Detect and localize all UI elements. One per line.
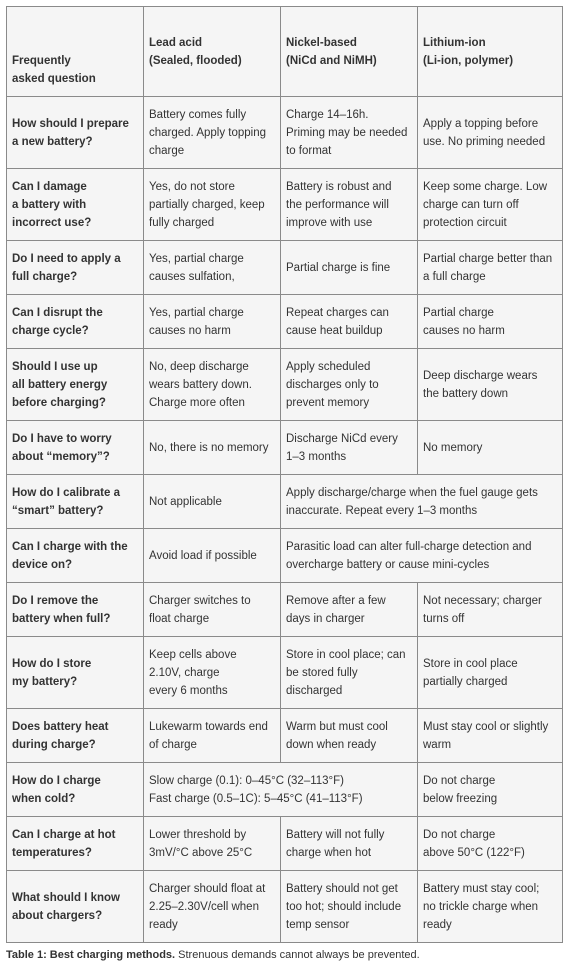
answer-cell <box>281 583 418 637</box>
question-line: my battery? <box>12 675 78 688</box>
answer-line: the performance will <box>286 198 389 211</box>
answer-line: ready <box>149 918 178 931</box>
question-line: device on? <box>12 558 73 571</box>
question-cell <box>7 421 144 475</box>
header-line: Lithium-ion <box>423 37 486 49</box>
answer-line: 1–3 months <box>286 450 347 463</box>
answer-cell <box>144 97 281 169</box>
answer-cell <box>144 871 281 943</box>
caption-label: Table 1: Best charging methods. <box>6 949 176 961</box>
answer-line: Do not charge <box>423 828 496 841</box>
answer-line: Apply a topping before <box>423 117 539 130</box>
answer-cell <box>418 295 563 349</box>
answer-line: Charger switches to <box>149 594 251 607</box>
question-line: How should I prepare <box>12 117 129 130</box>
header-lead-acid <box>144 7 281 97</box>
answer-line: down when ready <box>286 738 377 751</box>
answer-line: 2.10V, charge <box>149 666 220 679</box>
question-line: Do I remove the <box>12 594 99 607</box>
answer-line: Slow charge (0.1): 0–45°C (32–113°F) <box>149 774 345 787</box>
answer-line: Partial charge is fine <box>286 261 391 274</box>
answer-line: Apply scheduled <box>286 360 371 373</box>
question-line: a battery with <box>12 198 87 211</box>
document <box>6 6 563 943</box>
answer-cell <box>418 97 563 169</box>
question-cell <box>7 763 144 817</box>
answer-line: Battery is robust and <box>286 180 392 193</box>
answer-line: Parasitic load can alter full-charge detection and <box>286 540 532 553</box>
table-caption <box>6 948 420 962</box>
question-cell <box>7 709 144 763</box>
answer-line: Keep cells above <box>149 648 237 661</box>
answer-line: no trickle charge when <box>423 900 539 913</box>
answer-line: partially charged, keep <box>149 198 265 211</box>
answer-line: No memory <box>423 441 483 454</box>
answer-line: Apply discharge/charge when the fuel gauge gets <box>286 486 538 499</box>
answer-cell <box>281 295 418 349</box>
answer-line: Partial charge <box>423 306 494 319</box>
answer-line: every 6 months <box>149 684 228 697</box>
question-cell <box>7 871 144 943</box>
answer-line: ready <box>423 918 452 931</box>
answer-line: Charge 14–16h. <box>286 108 369 121</box>
answer-line: Priming may be needed <box>286 126 408 139</box>
table-row <box>7 97 563 169</box>
answer-cell <box>418 637 563 709</box>
answer-line: turns off <box>423 612 465 625</box>
answer-line: causes no harm <box>149 324 231 337</box>
answer-line: Remove after a few <box>286 594 386 607</box>
table-row <box>7 169 563 241</box>
answer-line: partially charged <box>423 675 508 688</box>
answer-line: Lower threshold by <box>149 828 247 841</box>
answer-line: Not applicable <box>149 495 222 508</box>
header-line: Nickel-based <box>286 37 357 49</box>
answer-line: Partial charge better than <box>423 252 553 265</box>
table-row <box>7 241 563 295</box>
answer-line: discharged <box>286 684 343 697</box>
header-lithium-ion <box>418 7 563 97</box>
header-line: (Li-ion, polymer) <box>423 55 514 67</box>
question-line: when cold? <box>12 792 76 805</box>
table-row <box>7 529 563 583</box>
answer-line: Warm but must cool <box>286 720 388 733</box>
answer-line: Yes, partial charge <box>149 306 244 319</box>
header-line: asked question <box>12 73 96 85</box>
table-row <box>7 763 563 817</box>
answer-line: Not necessary; charger <box>423 594 542 607</box>
question-line: “smart” battery? <box>12 504 104 517</box>
answer-line: Store in cool place; can <box>286 648 406 661</box>
answer-line: charge can turn off <box>423 198 519 211</box>
table-row <box>7 817 563 871</box>
answer-line: Charger should float at <box>149 882 266 895</box>
answer-cell <box>144 295 281 349</box>
answer-line: the battery down <box>423 387 509 400</box>
answer-line: Yes, do not store <box>149 180 235 193</box>
question-line: Can I charge at hot <box>12 828 116 841</box>
answer-line: discharges only to <box>286 378 379 391</box>
question-line: Can I disrupt the <box>12 306 103 319</box>
answer-line: No, there is no memory <box>149 441 269 454</box>
header-question <box>7 7 144 97</box>
question-line: during charge? <box>12 738 96 751</box>
answer-line: Store in cool place <box>423 657 518 670</box>
answer-line: causes no harm <box>423 324 505 337</box>
answer-line: No, deep discharge <box>149 360 249 373</box>
answer-line: prevent memory <box>286 396 370 409</box>
answer-line: Keep some charge. Low <box>423 180 548 193</box>
answer-cell <box>144 763 418 817</box>
answer-line: of charge <box>149 738 197 751</box>
answer-line: cause heat buildup <box>286 324 383 337</box>
answer-line: float charge <box>149 612 210 625</box>
charging-methods-table <box>6 6 563 943</box>
table-row <box>7 637 563 709</box>
answer-cell <box>281 97 418 169</box>
question-cell <box>7 475 144 529</box>
answer-line: Do not charge <box>423 774 496 787</box>
question-line: before charging? <box>12 396 106 409</box>
header-nickel-based <box>281 7 418 97</box>
answer-line: charged. Apply topping <box>149 126 267 139</box>
header-line: (Sealed, flooded) <box>149 55 242 67</box>
answer-line: improve with use <box>286 216 373 229</box>
table-row <box>7 871 563 943</box>
answer-line: Battery will not fully <box>286 828 385 841</box>
question-cell <box>7 583 144 637</box>
table-row <box>7 475 563 529</box>
answer-line: temp sensor <box>286 918 350 931</box>
answer-line: to format <box>286 144 332 157</box>
answer-cell <box>281 871 418 943</box>
answer-line: protection circuit <box>423 216 507 229</box>
answer-cell <box>418 709 563 763</box>
answer-cell <box>418 349 563 421</box>
question-line: temperatures? <box>12 846 92 859</box>
question-line: What should I know <box>12 891 120 904</box>
answer-line: Battery must stay cool; <box>423 882 540 895</box>
answer-line: Repeat charges can <box>286 306 389 319</box>
question-line: about “memory”? <box>12 450 110 463</box>
header-line: (NiCd and NiMH) <box>286 55 377 67</box>
answer-line: warm <box>423 738 452 751</box>
answer-cell <box>144 421 281 475</box>
answer-line: Battery comes fully <box>149 108 247 121</box>
answer-cell <box>144 529 281 583</box>
question-line: Does battery heat <box>12 720 109 733</box>
table-row <box>7 349 563 421</box>
header-line: Lead acid <box>149 37 203 49</box>
answer-cell <box>418 169 563 241</box>
answer-line: inaccurate. Repeat every 1–3 months <box>286 504 478 517</box>
question-line: about chargers? <box>12 909 103 922</box>
answer-line: too hot; should include <box>286 900 402 913</box>
answer-cell <box>418 763 563 817</box>
question-line: a new battery? <box>12 135 93 148</box>
table-row <box>7 421 563 475</box>
answer-cell <box>144 349 281 421</box>
question-cell <box>7 295 144 349</box>
question-line: Do I need to apply a <box>12 252 121 265</box>
answer-line: Lukewarm towards end <box>149 720 268 733</box>
answer-line: Yes, partial charge <box>149 252 244 265</box>
answer-cell <box>281 241 418 295</box>
answer-cell <box>418 817 563 871</box>
answer-line: a full charge <box>423 270 486 283</box>
answer-line: days in charger <box>286 612 365 625</box>
answer-line: Fast charge (0.5–1C): 5–45°C (41–113°F) <box>149 792 363 805</box>
question-line: charge cycle? <box>12 324 89 337</box>
answer-cell <box>144 817 281 871</box>
answer-line: Must stay cool or slightly <box>423 720 549 733</box>
answer-cell <box>281 421 418 475</box>
answer-cell <box>144 709 281 763</box>
answer-cell <box>144 475 281 529</box>
answer-cell <box>281 349 418 421</box>
answer-line: Charge more often <box>149 396 245 409</box>
answer-cell <box>281 169 418 241</box>
caption-text: Strenuous demands cannot always be prevented. <box>175 949 420 961</box>
question-cell <box>7 529 144 583</box>
question-line: full charge? <box>12 270 78 283</box>
question-line: How do I charge <box>12 774 101 787</box>
table-row <box>7 583 563 637</box>
answer-line: causes sulfation, <box>149 270 235 283</box>
question-cell <box>7 97 144 169</box>
answer-line: Avoid load if possible <box>149 549 257 562</box>
answer-line: charge <box>149 144 185 157</box>
answer-line: 2.25–2.30V/cell when <box>149 900 259 913</box>
answer-line: fully charged <box>149 216 215 229</box>
answer-line: below freezing <box>423 792 498 805</box>
answer-line: 3mV/°C above 25°C <box>149 846 253 859</box>
question-cell <box>7 169 144 241</box>
answer-cell <box>144 583 281 637</box>
answer-line: charge when hot <box>286 846 372 859</box>
question-line: all battery energy <box>12 378 108 391</box>
table-header-row <box>7 7 563 97</box>
question-line: incorrect use? <box>12 216 92 229</box>
question-line: How do I store <box>12 657 92 670</box>
answer-line: Discharge NiCd every <box>286 432 398 445</box>
question-line: Do I have to worry <box>12 432 112 445</box>
answer-cell <box>281 475 563 529</box>
question-line: How do I calibrate a <box>12 486 120 499</box>
answer-line: use. No priming needed <box>423 135 546 148</box>
question-line: Should I use up <box>12 360 98 373</box>
answer-line: wears battery down. <box>149 378 252 391</box>
answer-cell <box>418 421 563 475</box>
answer-cell <box>418 583 563 637</box>
question-line: Can I charge with the <box>12 540 128 553</box>
question-cell <box>7 637 144 709</box>
question-cell <box>7 349 144 421</box>
answer-cell <box>281 817 418 871</box>
answer-cell <box>281 709 418 763</box>
answer-cell <box>281 529 563 583</box>
answer-line: be stored fully <box>286 666 358 679</box>
answer-line: above 50°C (122°F) <box>423 846 525 859</box>
answer-cell <box>281 637 418 709</box>
header-line: Frequently <box>12 55 71 67</box>
question-cell <box>7 817 144 871</box>
answer-line: Deep discharge wears <box>423 369 538 382</box>
question-cell <box>7 241 144 295</box>
table-row <box>7 709 563 763</box>
answer-cell <box>144 169 281 241</box>
answer-line: overcharge battery or cause mini-cycles <box>286 558 490 571</box>
question-line: Can I damage <box>12 180 87 193</box>
question-line: battery when full? <box>12 612 111 625</box>
answer-cell <box>144 637 281 709</box>
table-row <box>7 295 563 349</box>
answer-cell <box>144 241 281 295</box>
answer-cell <box>418 871 563 943</box>
answer-line: Battery should not get <box>286 882 398 895</box>
answer-cell <box>418 241 563 295</box>
